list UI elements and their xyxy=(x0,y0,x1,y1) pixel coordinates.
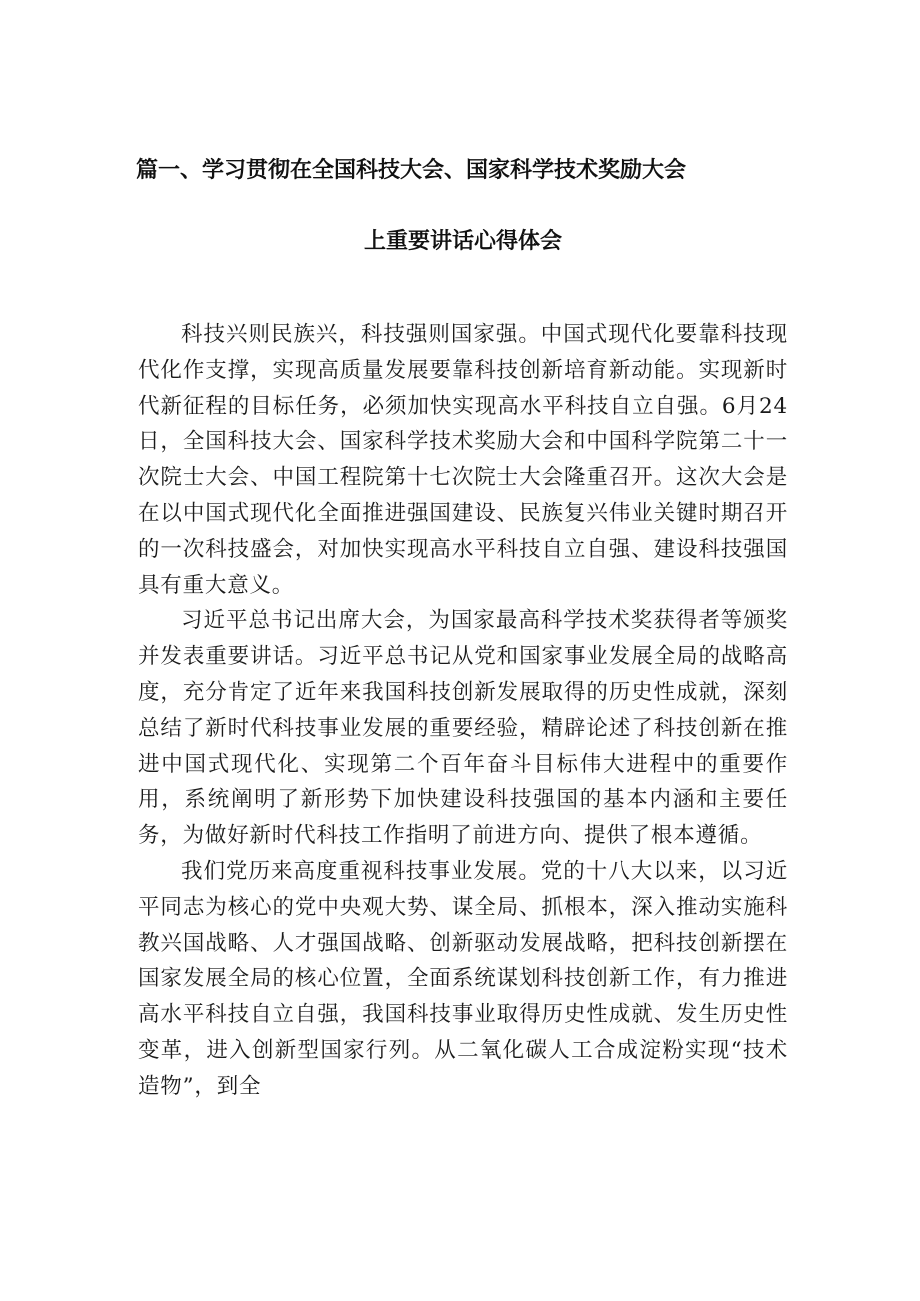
document-body xyxy=(138,317,788,1105)
paragraph-2: 习近平总书记出席大会，为国家最高科学技术奖获得者等颁奖并发表重要讲话。习近平总书记从党和国家事业发展全局的战略高度，充分肯定了近年来我国科技创新发展取得的历史性成就，深刻总结了新时代科技事业发展的重要经验，精辟论述了科技创新在推进中国式现代化、实现第二个百年奋斗目标伟大进程中的重要作用，系统阐明了新形势下加快建设科技强国的基本内涵和主要任务，为做好新时代科技工作指明了前进方向、提供了根本遵循。 xyxy=(138,608,788,849)
document-title-line-2: 上重要讲话心得体会 xyxy=(364,229,563,254)
document-title-line-1: 篇一、学习贯彻在全国科技大会、国家科学技术奖励大会 xyxy=(136,158,687,183)
paragraph-3: 我们党历来高度重视科技事业发展。党的十八大以来，以习近平同志为核心的党中央观大势、谋全局、抓根本，深入推动实施科教兴国战略、人才强国战略、创新驱动发展战略，把科技创新摆在国家发展全局的核心位置，全面系统谋划科技创新工作，有力推进高水平科技自立自强，我国科技事业取得历史性成就、发生历史性变革，进入创新型国家行列。从二氧化碳人工合成淀粉实现“技术造物”，到全 xyxy=(138,858,788,1099)
paragraph-1: 科技兴则民族兴，科技强则国家强。中国式现代化要靠科技现代化作支撑，实现高质量发展要靠科技创新培育新动能。实现新时代新征程的目标任务，必须加快实现高水平科技自立自强。6月24日，全国科技大会、国家科学技术奖励大会和中国科学院第二十一次院士大会、中国工程院第十七次院士大会隆重召开。这次大会是在以中国式现代化全面推进强国建设、民族复兴伟业关键时期召开的一次科技盛会，对加快实现高水平科技自立自强、建设科技强国具有重大意义。 xyxy=(138,322,788,598)
